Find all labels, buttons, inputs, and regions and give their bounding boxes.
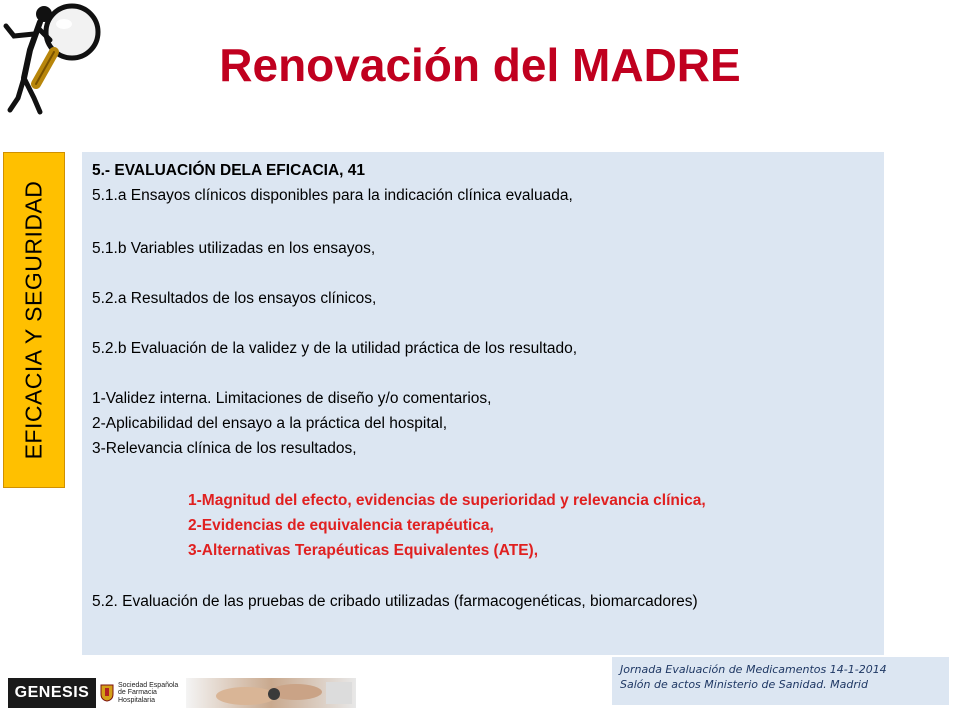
sefh-logo-text: Sociedad Española de Farmacia Hospitalaria xyxy=(118,681,179,704)
content-line: 3-Relevancia clínica de los resultados, xyxy=(92,440,357,457)
content-line: 5.1.b Variables utilizadas en los ensayos, xyxy=(92,240,376,257)
highlighted-line: 1-Magnitud del efecto, evidencias de superioridad y relevancia clínica, xyxy=(188,492,706,509)
content-line: 5.2.a Resultados de los ensayos clínicos, xyxy=(92,290,377,307)
footer-logos xyxy=(8,678,356,708)
content-line: 5.2.b Evaluación de la validez y de la utilidad práctica de los resultado, xyxy=(92,340,578,357)
footer-note-line2: Salón de actos Ministerio de Sanidad. Madrid xyxy=(620,677,868,691)
content-line-last: 5.2. Evaluación de las pruebas de cribado utilizadas (farmacogenéticas, biomarcadores) xyxy=(92,593,698,610)
section-heading: 5.- EVALUACIÓN DELA EFICACIA, 41 xyxy=(92,162,365,179)
side-label-text: EFICACIA Y SEGURIDAD xyxy=(20,180,47,460)
highlighted-line: 3-Alternativas Terapéuticas Equivalentes (ATE), xyxy=(188,542,539,559)
content-line: 5.1.a Ensayos clínicos disponibles para la indicación clínica evaluada, xyxy=(92,187,573,204)
content-line: 1-Validez interna. Limitaciones de diseño y/o comentarios, xyxy=(92,390,492,407)
crest-icon xyxy=(100,684,114,702)
content-line: 2-Aplicabilidad del ensayo a la práctica del hospital, xyxy=(92,415,447,432)
slide-title: Renovación del MADRE xyxy=(219,39,741,91)
genesis-logo: GENESIS xyxy=(8,678,96,708)
highlighted-line: 2-Evidencias de equivalencia terapéutica, xyxy=(188,517,494,534)
sefh-logo xyxy=(96,678,186,708)
side-label-box xyxy=(3,152,65,488)
footer-note-line1: Jornada Evaluación de Medicamentos 14-1-2014 xyxy=(620,663,887,676)
footer-note xyxy=(612,657,949,705)
magnifying-glass-figure-icon xyxy=(0,0,112,116)
content-box xyxy=(82,152,884,655)
hands-photo-icon xyxy=(186,678,356,708)
